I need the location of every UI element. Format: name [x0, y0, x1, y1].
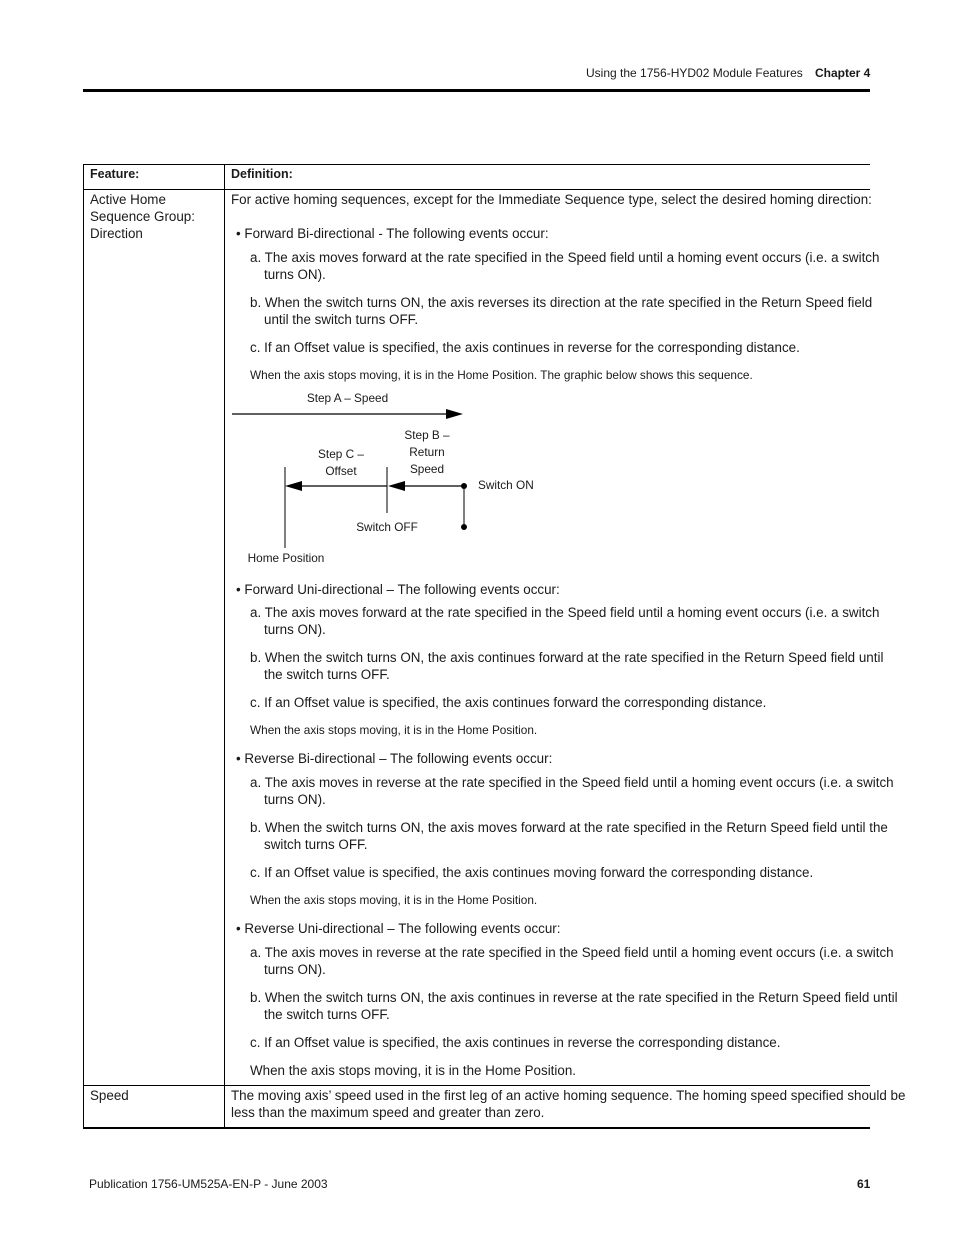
- step-text: switch turns OFF.: [264, 837, 368, 852]
- feature-name-line: Direction: [90, 226, 143, 241]
- definition-intro: For active homing sequences, except for the Immediate Sequence type, select the desired homing direction:: [231, 192, 872, 207]
- step-text: a. The axis moves in reverse at the rate specified in the Speed field until a homing event occurs (i.e. a switch: [250, 775, 894, 790]
- home-position-note: When the axis stops moving, it is in the Home Position.: [250, 893, 538, 907]
- step-text: b. When the switch turns ON, the axis continues in reverse at the rate specified in the Return Speed field until: [250, 990, 898, 1005]
- step-b-label-line: Step B –: [404, 428, 450, 442]
- step-text: a. The axis moves forward at the rate specified in the Speed field until a homing event occurs (i.e. a switch: [250, 605, 880, 620]
- speed-definition: less than the maximum speed and greater than zero.: [231, 1105, 545, 1120]
- table-header-rule: [83, 189, 870, 190]
- step-c-label-line: Offset: [325, 464, 357, 478]
- chapter-label: Chapter 4: [815, 66, 871, 80]
- feature-name-speed: Speed: [90, 1088, 129, 1103]
- step-text: a. The axis moves in reverse at the rate specified in the Speed field until a homing event occurs (i.e. a switch: [250, 945, 894, 960]
- table-top-rule: [83, 164, 870, 165]
- column-header-definition: Definition:: [231, 167, 293, 181]
- switch-off-dot: [461, 524, 467, 530]
- page-number: 61: [857, 1177, 871, 1191]
- step-c-arrowhead: [285, 481, 302, 491]
- step-text: c. If an Offset value is specified, the axis continues in reverse for the corresponding distance.: [250, 340, 800, 355]
- step-c-label-line: Step C –: [318, 447, 364, 461]
- header-rule: [83, 89, 870, 92]
- step-a-arrowhead: [446, 409, 463, 419]
- step-b-label-line: Return: [409, 445, 445, 459]
- step-text: b. When the switch turns ON, the axis reverses its direction at the rate specified in the Return Speed field: [250, 295, 873, 310]
- home-position-note: When the axis stops moving, it is in the Home Position.: [250, 723, 538, 737]
- home-position-label: Home Position: [247, 551, 325, 565]
- step-text: c. If an Offset value is specified, the axis continues in reverse the corresponding distance.: [250, 1035, 781, 1050]
- column-header-feature: Feature:: [90, 167, 140, 181]
- step-text: c. If an Offset value is specified, the axis continues forward the corresponding distance.: [250, 695, 767, 710]
- feature-name-line: Sequence Group:: [90, 209, 195, 224]
- table-left-border: [83, 164, 84, 1128]
- home-position-note: When the axis stops moving, it is in the Home Position.: [250, 1063, 576, 1078]
- step-b-label-line: Speed: [409, 462, 445, 476]
- speed-definition: The moving axis’ speed used in the first leg of an active homing sequence. The homing speed specified should be: [231, 1088, 906, 1103]
- table-column-divider: [224, 164, 225, 1128]
- step-a-label: Step A – Speed: [306, 391, 389, 405]
- step-text: turns ON).: [264, 622, 326, 637]
- home-position-note: When the axis stops moving, it is in the Home Position. The graphic below shows this sequence.: [250, 368, 753, 382]
- table-row-rule: [83, 1085, 870, 1086]
- switch-on-label: Switch ON: [478, 478, 534, 492]
- running-header-title: Using the 1756-HYD02 Module Features: [586, 66, 803, 80]
- switch-on-dot: [461, 483, 467, 489]
- bullet-forward-unidirectional: • Forward Uni-directional – The following events occur:: [236, 582, 560, 597]
- switch-off-label: Switch OFF: [356, 520, 418, 534]
- table-bottom-rule: [83, 1127, 870, 1129]
- step-text: b. When the switch turns ON, the axis continues forward at the rate specified in the Return Speed field until: [250, 650, 884, 665]
- publication-info: Publication 1756-UM525A-EN-P - June 2003: [89, 1177, 328, 1191]
- step-text: the switch turns OFF.: [264, 667, 390, 682]
- step-text: turns ON).: [264, 962, 326, 977]
- step-text: a. The axis moves forward at the rate specified in the Speed field until a homing event occurs (i.e. a switch: [250, 250, 880, 265]
- step-text: turns ON).: [264, 267, 326, 282]
- step-text: turns ON).: [264, 792, 326, 807]
- step-text: the switch turns OFF.: [264, 1007, 390, 1022]
- bullet-forward-bidirectional: • Forward Bi-directional - The following events occur:: [236, 226, 549, 241]
- step-b-arrowhead: [388, 481, 405, 491]
- bullet-reverse-bidirectional: • Reverse Bi-directional – The following events occur:: [236, 751, 553, 766]
- bullet-reverse-unidirectional: • Reverse Uni-directional – The following events occur:: [236, 921, 561, 936]
- feature-name-line: Active Home: [90, 192, 166, 207]
- step-text: b. When the switch turns ON, the axis moves forward at the rate specified in the Return Speed field until the: [250, 820, 888, 835]
- step-text: until the switch turns OFF.: [264, 312, 419, 327]
- step-text: c. If an Offset value is specified, the axis continues moving forward the corresponding distance.: [250, 865, 814, 880]
